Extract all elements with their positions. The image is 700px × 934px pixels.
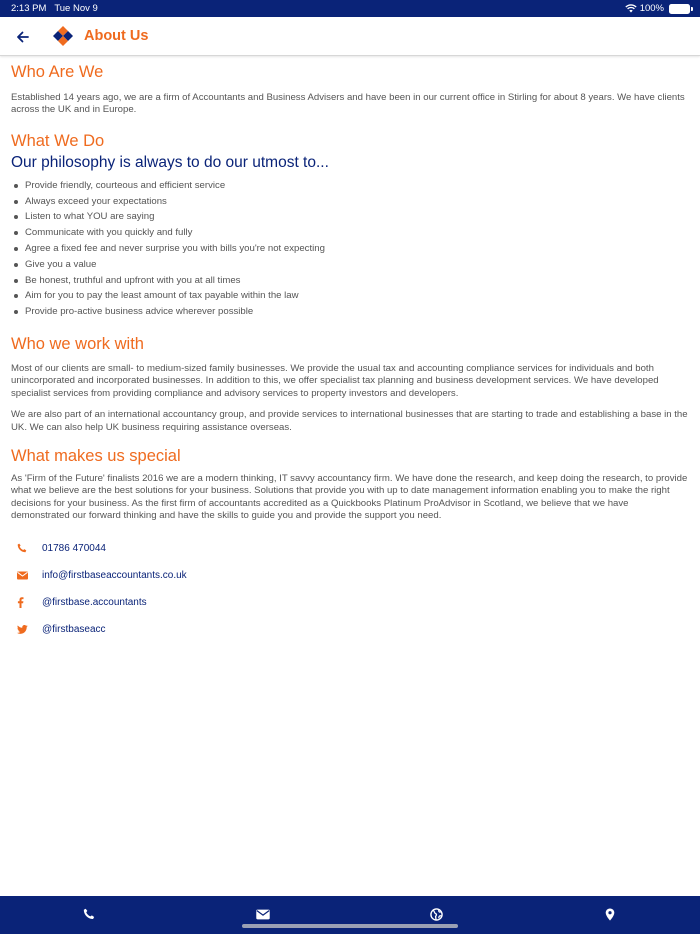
status-right <box>625 3 690 14</box>
list-item: Provide pro-active business advice wherever possible <box>11 304 689 320</box>
who-we-work-with-text-1: Most of our clients are small- to medium-sized family businesses. We provide the usual tax and accounting compliance services for individuals and both unincorporated and incorporated businesses. In addition to this, we offer specialist tax planning and business development services. We have developed specialist services from providing compliance and advisory services to property investors and developers. <box>11 362 659 399</box>
facebook-handle: @firstbase.accountants <box>42 596 147 608</box>
map-pin-icon <box>605 908 615 921</box>
phone-icon <box>17 543 27 553</box>
phone-icon <box>83 908 95 920</box>
contact-phone-icon-wrap <box>11 535 42 562</box>
back-button[interactable] <box>12 26 34 48</box>
twitter-handle: @firstbaseacc <box>42 623 106 635</box>
list-item: Agree a fixed fee and never surprise you with bills you're not expecting <box>11 241 689 257</box>
contact-facebook-icon-wrap <box>11 589 42 616</box>
globe-icon <box>430 908 443 921</box>
list-item: Give you a value <box>11 257 689 273</box>
contact-phone[interactable] <box>11 535 689 562</box>
list-item: Be honest, truthful and upfront with you at all times <box>11 273 689 289</box>
logo-icon <box>52 25 74 47</box>
page-title: About Us <box>84 28 149 44</box>
arrow-left-icon <box>12 26 34 48</box>
contact-facebook[interactable] <box>11 589 689 616</box>
contact-email[interactable] <box>11 562 689 589</box>
status-clock: 2:13 PM <box>11 3 47 14</box>
list-item: Aim for you to pay the least amount of tax payable within the law <box>11 288 689 304</box>
list-item: Provide friendly, courteous and efficient service <box>11 178 689 194</box>
status-bar <box>0 0 700 17</box>
phone-number: 01786 470044 <box>42 542 106 554</box>
what-makes-us-special-text: As 'Firm of the Future' finalists 2016 we are a modern thinking, IT savvy accountancy firm. We have done the research, and keep doing the research, to provide what we believe are the best solutions for your business. Solutions that provide you with up to date management information enabling you to make the right decisions for your business. As the first firm of accountants accredited as a Quickbooks Platinum ProAdvisor in Scotland, we believe that we have demonstrated our forward thinking and have the skills to guide you and provide the support you need. <box>11 473 688 522</box>
list-item: Always exceed your expectations <box>11 194 689 210</box>
contact-email-icon-wrap <box>11 562 42 589</box>
app-header <box>0 17 700 56</box>
heading-what-we-do: What We Do <box>11 131 105 150</box>
twitter-icon <box>17 625 28 634</box>
facebook-icon <box>17 597 24 608</box>
list-item: Communicate with you quickly and fully <box>11 225 689 241</box>
heading-what-makes-us-special: What makes us special <box>11 447 181 466</box>
envelope-icon <box>17 571 28 580</box>
philosophy-subheading: Our philosophy is always to do our utmost to... <box>11 153 329 171</box>
home-indicator[interactable] <box>242 924 458 928</box>
heading-who-are-we: Who Are We <box>11 63 104 81</box>
battery-percent: 100% <box>639 3 664 14</box>
tab-call[interactable] <box>69 896 109 932</box>
envelope-icon <box>256 909 270 920</box>
battery-icon <box>669 4 690 14</box>
heading-who-we-work-with: Who we work with <box>11 334 144 353</box>
bottom-tab-bar <box>0 896 700 934</box>
email-address: info@firstbaseaccountants.co.uk <box>42 569 187 581</box>
tab-location[interactable] <box>590 896 630 932</box>
wifi-icon <box>625 4 637 13</box>
who-we-work-with-text-2: We are also part of an international accountancy group, and provide services to international businesses that are starting to trade and establishing a base in the UK. We can also help UK business requiring assistance overseas. <box>11 409 688 433</box>
about-content <box>11 62 689 643</box>
contact-twitter[interactable] <box>11 616 689 643</box>
status-date: Tue Nov 9 <box>54 3 98 14</box>
who-are-we-text: Established 14 years ago, we are a firm of Accountants and Business Advisers and have been in our current office in Stirling for about 8 years. We have clients across the UK and in Europe. <box>11 92 685 116</box>
contact-list <box>11 535 689 643</box>
list-item: Listen to what YOU are saying <box>11 209 689 225</box>
contact-twitter-icon-wrap <box>11 616 42 643</box>
status-time <box>11 3 98 14</box>
philosophy-list <box>11 178 689 320</box>
